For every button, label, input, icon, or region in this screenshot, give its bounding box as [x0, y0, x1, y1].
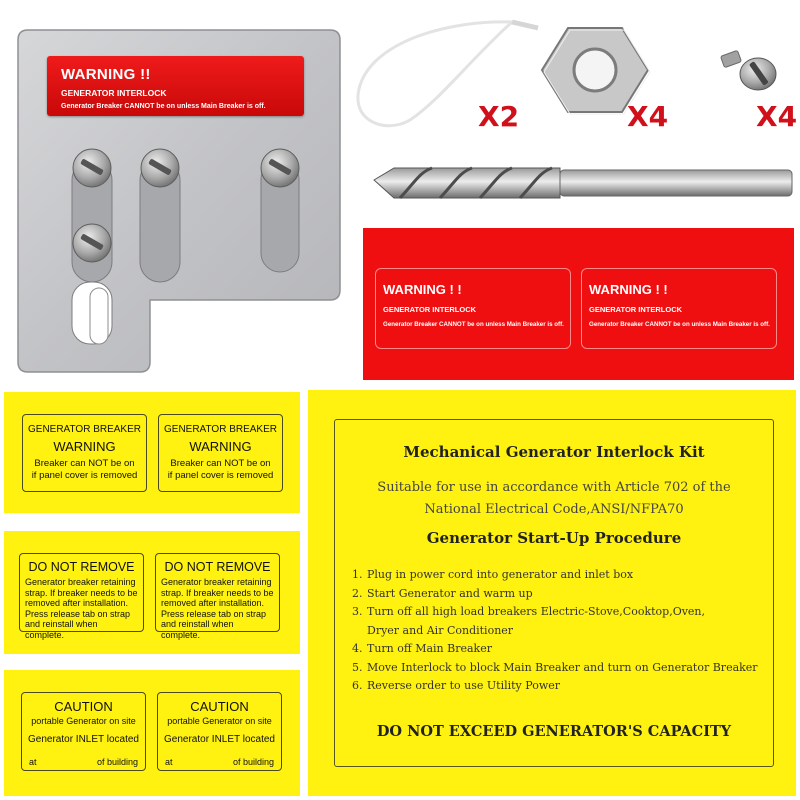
procedure-step-continuation: Dryer and Air Conditioner — [367, 623, 514, 637]
plate-screw — [73, 224, 111, 262]
hex-nut-quantity: X4 — [627, 100, 669, 133]
label-line: of building — [232, 757, 274, 767]
label-line: WARNING — [189, 439, 252, 454]
label-line: at — [165, 757, 173, 767]
label-line: Press release tab on strap — [161, 608, 267, 619]
red-label-title: WARNING ! ! — [589, 282, 668, 297]
label-line: and reinstall when complete. — [161, 619, 234, 640]
label-line: of building — [96, 757, 138, 767]
procedure-title: Generator Start-Up Procedure — [426, 529, 682, 547]
procedure-card — [308, 390, 796, 796]
label-line: Breaker can NOT be on — [170, 458, 271, 469]
label-line: Generator breaker retaining — [161, 577, 272, 587]
procedure-step: 2. Start Generator and warm up — [352, 586, 533, 600]
procedure-step: 6. Reverse order to use Utility Power — [352, 679, 561, 692]
label-line: strap. If breaker needs to be — [161, 587, 274, 598]
label-title: DO NOT REMOVE — [28, 560, 135, 574]
label-line: Generator breaker retaining — [25, 577, 136, 587]
red-warning-label — [581, 268, 777, 349]
label-line: Generator INLET located — [164, 734, 275, 745]
label-line: removed after installation. — [25, 598, 129, 608]
subtitle-line: Suitable for use in accordance with Article 702 of the — [377, 480, 731, 495]
do-not-remove-label-sheet — [4, 531, 300, 654]
caution-label — [157, 692, 282, 771]
label-line: if panel cover is removed — [31, 470, 138, 481]
subtitle-line: National Electrical Code,ANSI/NFPA70 — [424, 502, 684, 517]
label-line: Breaker can NOT be on — [34, 458, 135, 469]
label-line: at — [29, 757, 37, 767]
caution-label — [21, 692, 146, 771]
plate-warning-detail: Generator Breaker CANNOT be on unless Main Breaker is off. — [61, 103, 266, 110]
plate-screw — [261, 149, 299, 187]
plate-warning-label — [47, 56, 304, 116]
generator-breaker-warning-label — [158, 414, 283, 492]
plate-warning-subtitle: GENERATOR INTERLOCK — [61, 88, 167, 98]
label-line: GENERATOR BREAKER — [28, 424, 141, 435]
plate-warning-title: WARNING !! — [61, 66, 151, 83]
procedure-step: 3. Turn off all high load breakers Electric-Stove,Cooktop,Oven, — [352, 605, 706, 618]
label-line: removed after installation. — [161, 598, 265, 608]
red-label-subtitle: GENERATOR INTERLOCK — [589, 305, 683, 314]
caution-label-sheet — [4, 670, 300, 796]
label-line: and reinstall when complete. — [25, 619, 98, 640]
red-warning-label — [375, 268, 571, 349]
label-line: GENERATOR BREAKER — [164, 424, 277, 435]
label-line: Press release tab on strap — [25, 608, 131, 619]
plate-screw — [73, 149, 111, 187]
label-title: DO NOT REMOVE — [164, 560, 271, 574]
label-line: Generator INLET located — [28, 734, 139, 745]
procedure-card-title: Mechanical Generator Interlock Kit — [403, 443, 705, 461]
red-label-detail: Generator Breaker CANNOT be on unless Main Breaker is off. — [383, 321, 564, 328]
warning-label-sheet — [4, 392, 300, 513]
label-title: CAUTION — [190, 699, 249, 714]
do-not-remove-label — [155, 553, 280, 640]
generator-breaker-warning-label — [22, 414, 147, 492]
screw-icon — [720, 50, 776, 90]
procedure-step: 1. Plug in power cord into generator and inlet box — [352, 568, 634, 581]
label-line: portable Generator on site — [167, 716, 272, 726]
label-line: portable Generator on site — [31, 716, 136, 726]
procedure-card-subtitle — [335, 477, 773, 521]
do-not-remove-label — [19, 553, 144, 640]
procedure-steps — [352, 566, 758, 696]
procedure-step: 5. Move Interlock to block Main Breaker and turn on Generator Breaker — [352, 660, 758, 674]
drill-bit-icon — [374, 168, 792, 198]
red-label-subtitle: GENERATOR INTERLOCK — [383, 305, 477, 314]
label-line: WARNING — [53, 439, 116, 454]
label-line: strap. If breaker needs to be — [25, 587, 138, 598]
red-label-detail: Generator Breaker CANNOT be on unless Main Breaker is off. — [589, 321, 770, 328]
capacity-warning: DO NOT EXCEED GENERATOR'S CAPACITY — [376, 723, 732, 740]
red-sticker-sheet — [363, 228, 794, 380]
screw-quantity: X4 — [756, 100, 798, 133]
red-label-title: WARNING ! ! — [383, 282, 462, 297]
label-line: if panel cover is removed — [167, 470, 274, 481]
procedure-card-border — [334, 419, 774, 767]
label-title: CAUTION — [54, 699, 113, 714]
procedure-step: 4. Turn off Main Breaker — [352, 642, 492, 655]
cable-tie-quantity: X2 — [478, 100, 520, 133]
plate-screw — [141, 149, 179, 187]
plate-open-slot — [90, 288, 108, 344]
